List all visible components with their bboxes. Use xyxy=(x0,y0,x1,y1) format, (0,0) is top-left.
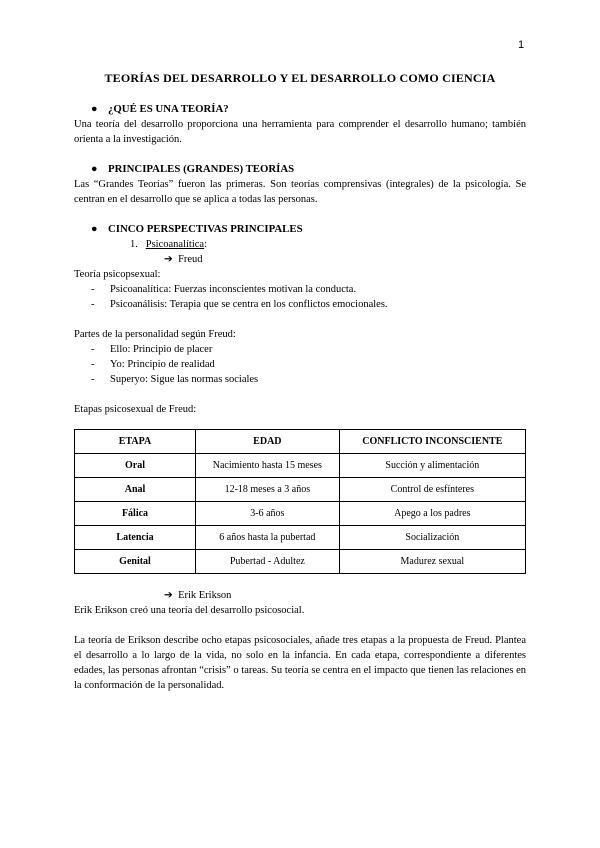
heading-perspectives xyxy=(74,222,526,237)
cell-stage: Anal xyxy=(75,478,196,502)
cell-stage: Latencia xyxy=(75,526,196,550)
arrow-item-freud xyxy=(74,252,526,267)
label-stages: Etapas psicosexual de Freud: xyxy=(74,404,197,415)
document-body xyxy=(74,70,526,693)
bullet-icon: ● xyxy=(91,163,98,175)
document-title: TEORÍAS DEL DESARROLLO Y EL DESARROLLO COMO CIENCIA xyxy=(104,71,496,85)
numbered-item-psychoanalytic xyxy=(74,237,526,252)
list-item: - Ello: Principio de placer xyxy=(91,344,213,355)
heading-what-is-theory xyxy=(74,102,526,117)
bullet-icon: ● xyxy=(91,223,98,235)
column-header-stage: ETAPA xyxy=(75,430,196,454)
heading-main-theories xyxy=(74,162,526,177)
cell-conflict: Apego a los padres xyxy=(339,502,525,526)
table-row xyxy=(75,502,526,526)
heading-perspectives-text: CINCO PERSPECTIVAS PRINCIPALES xyxy=(108,223,303,235)
cell-conflict: Succión y alimentación xyxy=(339,454,525,478)
list-item: - Yo: Principio de realidad xyxy=(91,359,215,370)
cell-age: Pubertad - Adultez xyxy=(196,550,340,574)
page-number: 1 xyxy=(518,39,525,51)
cell-conflict: Socialización xyxy=(339,526,525,550)
cell-stage: Genital xyxy=(75,550,196,574)
item-number: 1. xyxy=(130,239,138,250)
list-item: - Psicoanalítica: Fuerzas inconscientes motivan la conducta. xyxy=(91,284,357,295)
table-row xyxy=(75,550,526,574)
paragraph-erikson-intro: Erik Erikson creó una teoría del desarrollo psicosocial. xyxy=(74,605,305,616)
cell-stage: Oral xyxy=(75,454,196,478)
column-header-age: EDAD xyxy=(196,430,340,454)
table-row xyxy=(75,478,526,502)
cell-conflict: Madurez sexual xyxy=(339,550,525,574)
item-label-psychoanalytic: Psicoanalítica xyxy=(145,239,205,250)
arrow-right-icon: ➔ xyxy=(164,590,173,601)
column-header-conflict: CONFLICTO INCONSCIENTE xyxy=(339,430,525,454)
table-row xyxy=(75,526,526,550)
paragraph-what-is-theory: Una teoría del desarrollo proporciona una herramienta para comprender el desarrollo humano; también orienta a la investigación. xyxy=(74,119,526,145)
label-psychosexual: Teoría psicopsexual: xyxy=(74,269,161,280)
cell-age: Nacimiento hasta 15 meses xyxy=(196,454,340,478)
list-personality xyxy=(74,342,526,387)
arrow-item-erikson-text: Erik Erikson xyxy=(178,590,232,601)
list-item: - Superyo: Sigue las normas sociales xyxy=(91,374,259,385)
arrow-right-icon: ➔ xyxy=(164,254,173,265)
psychosexual-stages-table xyxy=(74,429,526,574)
bullet-icon: ● xyxy=(91,103,98,115)
list-item: - Psicoanálisis: Terapia que se centra en los conflictos emocionales. xyxy=(91,299,388,310)
list-psychosexual xyxy=(74,282,526,312)
heading-what-is-theory-text: ¿QUÉ ES UNA TEORÍA? xyxy=(108,103,229,115)
item-colon: : xyxy=(204,239,207,250)
cell-conflict: Control de esfínteres xyxy=(339,478,525,502)
heading-main-theories-text: PRINCIPALES (GRANDES) TEORÍAS xyxy=(108,163,295,175)
cell-age: 12-18 meses a 3 años xyxy=(196,478,340,502)
cell-age: 6 años hasta la pubertad xyxy=(196,526,340,550)
arrow-item-freud-text: Freud xyxy=(178,254,203,265)
label-personality: Partes de la personalidad según Freud: xyxy=(74,329,236,340)
arrow-item-erikson xyxy=(74,588,526,603)
table-header-row xyxy=(75,430,526,454)
paragraph-erikson-theory: La teoría de Erikson describe ocho etapas psicosociales, añade tres etapas a la propuesta de Freud. Plantea el desarrollo a lo largo de la vida, no solo en la infancia. En cada etapa, correspondiente a diferentes edades, las personas afrontan “crisis” o tareas. Su teoría se centra en el impacto que tienen las relaciones en la conformación de la personalidad. xyxy=(74,635,526,691)
table-row xyxy=(75,454,526,478)
cell-age: 3-6 años xyxy=(196,502,340,526)
paragraph-main-theories: Las “Grandes Teorías” fueron las primeras. Son teorías comprensivas (integrales) de la psicología. Se centran en el desarrollo que se aplica a todas las personas. xyxy=(74,179,526,205)
cell-stage: Fálica xyxy=(75,502,196,526)
